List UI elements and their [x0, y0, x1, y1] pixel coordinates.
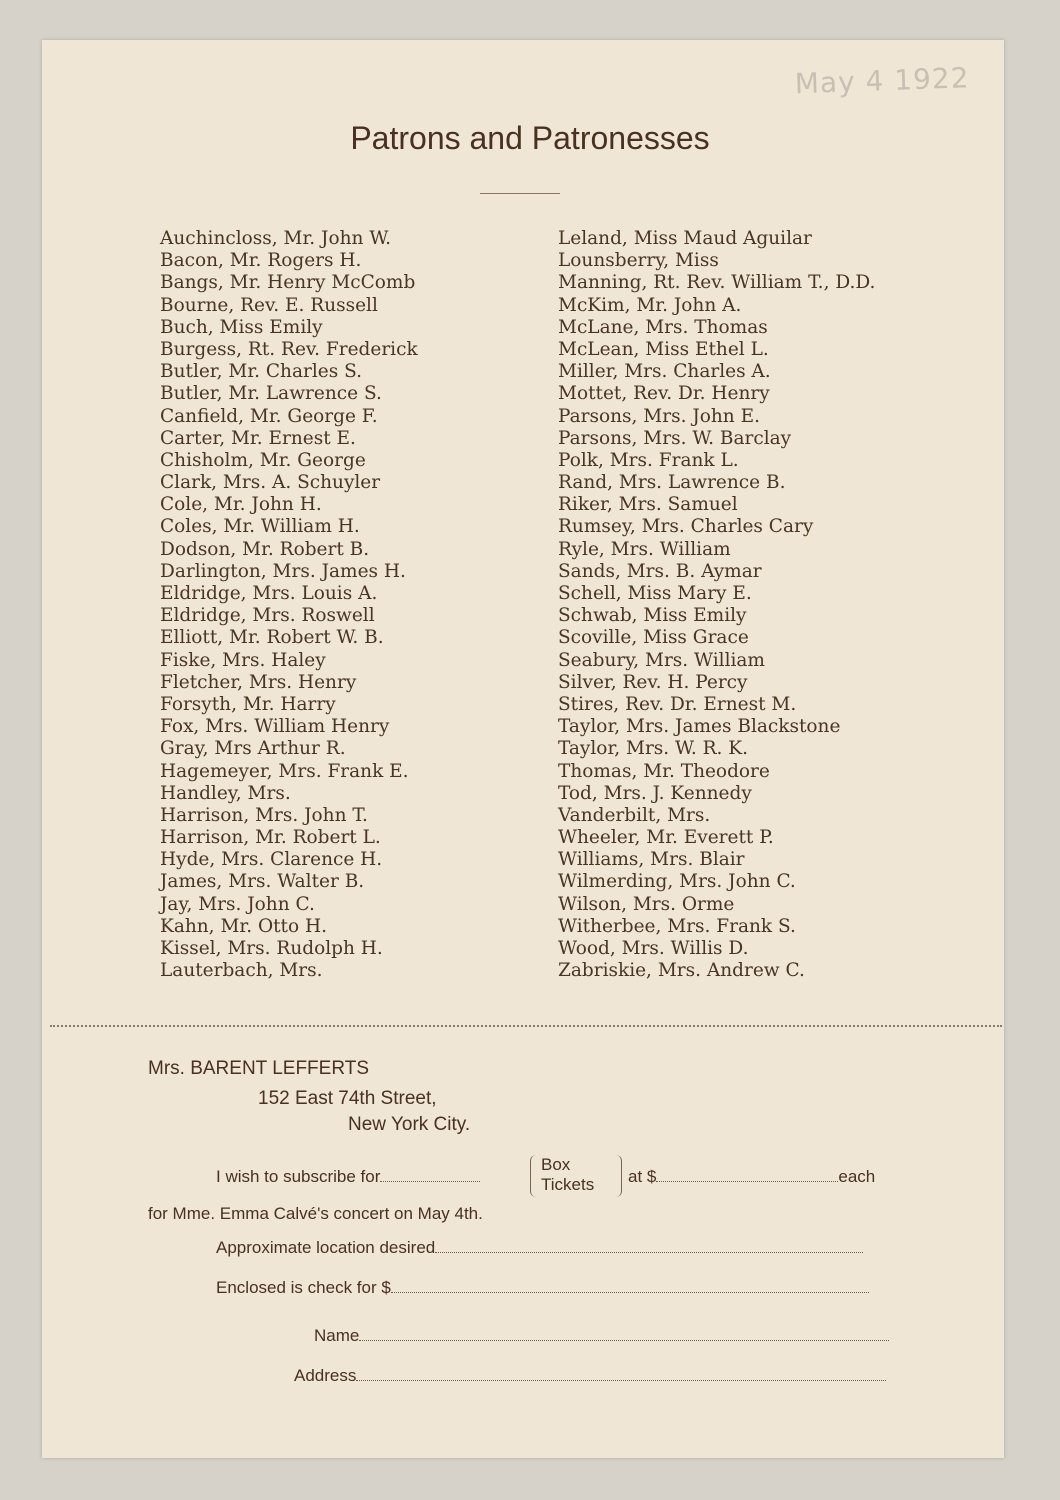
patron-entry: Scoville, Miss Grace — [558, 627, 749, 649]
patron-entry: Gray, Mrs Arthur R. — [160, 738, 346, 760]
patron-entry: Fiske, Mrs. Haley — [160, 649, 326, 671]
patron-entry: Harrison, Mrs. John T. — [160, 804, 368, 826]
patron-entry: Dodson, Mr. Robert B. — [160, 538, 370, 560]
concert-line: for Mme. Emma Calvé's concert on May 4th. — [148, 1204, 483, 1223]
patron-entry: Butler, Mr. Lawrence S. — [160, 383, 382, 405]
patron-entry: Forsyth, Mr. Harry — [160, 693, 336, 715]
patron-entry: Kahn, Mr. Otto H. — [160, 915, 328, 937]
name-field[interactable] — [359, 1326, 889, 1341]
patron-entry: Parsons, Mrs. W. Barclay — [558, 427, 792, 449]
patron-entry: Manning, Rt. Rev. William T., D.D. — [558, 272, 876, 294]
patron-entry: Fletcher, Mrs. Henry — [160, 671, 357, 693]
patron-entry: Wilmerding, Mrs. John C. — [558, 871, 796, 893]
patron-entry: Clark, Mrs. A. Schuyler — [160, 472, 381, 494]
patron-entry: Schell, Miss Mary E. — [558, 583, 752, 604]
location-label: Approximate location desired — [216, 1238, 436, 1257]
patron-entry: Silver, Rev. H. Percy — [558, 671, 748, 693]
patron-entry: Hagemeyer, Mrs. Frank E. — [160, 760, 409, 782]
page-title: Patrons and Patronesses — [350, 120, 710, 156]
price-row — [628, 1167, 875, 1187]
patron-entry: Bourne, Rev. E. Russell — [160, 294, 378, 316]
patron-entry: Cole, Mr. John H. — [160, 494, 322, 516]
patron-entry: Rumsey, Mrs. Charles Cary — [558, 516, 814, 538]
perforation-line — [50, 1025, 1002, 1027]
patron-entry: Vanderbilt, Mrs. — [558, 804, 711, 826]
ticket-type-choice[interactable] — [530, 1155, 622, 1197]
address-field[interactable] — [356, 1366, 886, 1381]
patron-entry: Elliott, Mr. Robert W. B. — [160, 627, 384, 649]
address-row — [294, 1366, 886, 1386]
patron-entry: Fox, Mrs. William Henry — [160, 716, 390, 738]
patron-entry: Darlington, Mrs. James H. — [160, 560, 406, 582]
patron-entry: McKim, Mr. John A. — [558, 294, 742, 316]
patron-entry: Bacon, Mr. Rogers H. — [160, 250, 362, 272]
patron-entry: Burgess, Rt. Rev. Frederick — [160, 338, 418, 360]
check-row — [216, 1278, 869, 1298]
patron-entry: Tod, Mrs. J. Kennedy — [558, 782, 752, 804]
subscribe-row — [216, 1167, 480, 1187]
quantity-field[interactable] — [380, 1167, 480, 1182]
check-amount-field[interactable] — [391, 1278, 869, 1293]
addressee-street: 152 East 74th Street, — [258, 1088, 437, 1109]
check-label: Enclosed is check for $ — [216, 1278, 391, 1297]
patron-entry: Coles, Mr. William H. — [160, 516, 360, 538]
patrons-list-left — [160, 228, 540, 982]
patron-entry: Auchincloss, Mr. John W. — [160, 228, 391, 249]
patrons-list-right — [558, 228, 998, 982]
patron-entry: Eldridge, Mrs. Roswell — [160, 605, 375, 627]
each-label: each — [838, 1167, 876, 1186]
location-row — [216, 1238, 863, 1258]
patron-entry: McLane, Mrs. Thomas — [558, 316, 768, 338]
price-field[interactable] — [656, 1167, 838, 1182]
patron-entry: Handley, Mrs. — [160, 782, 291, 804]
tickets-option[interactable]: Tickets — [541, 1175, 595, 1194]
box-option[interactable]: Box — [541, 1155, 571, 1174]
patron-entry: Kissel, Mrs. Rudolph H. — [160, 938, 383, 959]
title-rule — [480, 193, 560, 194]
patron-entry: Wilson, Mrs. Orme — [558, 893, 735, 915]
patron-entry: Wood, Mrs. Willis D. — [558, 938, 749, 959]
address-label: Address — [294, 1366, 357, 1385]
patron-entry: Parsons, Mrs. John E. — [558, 405, 760, 427]
at-label: at $ — [628, 1167, 657, 1186]
patron-entry: Seabury, Mrs. William — [558, 649, 765, 671]
patron-entry: McLean, Miss Ethel L. — [558, 338, 769, 360]
patron-entry: Taylor, Mrs. W. R. K. — [558, 738, 748, 760]
patron-entry: Stires, Rev. Dr. Ernest M. — [558, 693, 797, 715]
patron-entry: Riker, Mrs. Samuel — [558, 494, 738, 516]
name-row — [314, 1326, 889, 1346]
patron-entry: Buch, Miss Emily — [160, 316, 323, 338]
patron-entry: Harrison, Mr. Robert L. — [160, 827, 381, 849]
patron-entry: James, Mrs. Walter B. — [160, 871, 365, 893]
patron-entry: Lauterbach, Mrs. — [160, 960, 323, 982]
patron-entry: Thomas, Mr. Theodore — [558, 760, 770, 782]
patron-entry: Williams, Mrs. Blair — [558, 849, 745, 871]
location-field[interactable] — [435, 1238, 863, 1253]
patron-entry: Hyde, Mrs. Clarence H. — [160, 849, 383, 871]
patron-entry: Miller, Mrs. Charles A. — [558, 361, 771, 383]
patron-entry: Chisholm, Mr. George — [160, 449, 366, 471]
patron-entry: Rand, Mrs. Lawrence B. — [558, 472, 786, 494]
patron-entry: Taylor, Mrs. James Blackstone — [558, 716, 841, 738]
patron-entry: Butler, Mr. Charles S. — [160, 361, 362, 383]
patron-entry: Lounsberry, Miss — [558, 250, 719, 272]
addressee-city: New York City. — [348, 1114, 471, 1135]
addressee-name: Mrs. BARENT LEFFERTS — [148, 1058, 369, 1079]
patron-entry: Leland, Miss Maud Aguilar — [558, 228, 812, 249]
subscribe-label: I wish to subscribe for — [216, 1167, 381, 1186]
patron-entry: Mottet, Rev. Dr. Henry — [558, 383, 770, 405]
name-label: Name — [314, 1326, 360, 1345]
patron-entry: Witherbee, Mrs. Frank S. — [558, 915, 796, 937]
patron-entry: Polk, Mrs. Frank L. — [558, 449, 739, 471]
handwritten-date: May 4 1922 — [794, 61, 970, 101]
patron-entry: Schwab, Miss Emily — [558, 605, 747, 627]
patron-entry: Ryle, Mrs. William — [558, 538, 731, 560]
patron-entry: Carter, Mr. Ernest E. — [160, 427, 356, 449]
patron-entry: Eldridge, Mrs. Louis A. — [160, 583, 378, 604]
patron-entry: Bangs, Mr. Henry McComb — [160, 272, 416, 294]
patron-entry: Wheeler, Mr. Everett P. — [558, 827, 774, 849]
patron-entry: Zabriskie, Mrs. Andrew C. — [558, 960, 805, 982]
patron-entry: Sands, Mrs. B. Aymar — [558, 560, 762, 582]
patron-entry: Jay, Mrs. John C. — [160, 893, 315, 915]
patron-entry: Canfield, Mr. George F. — [160, 405, 378, 427]
